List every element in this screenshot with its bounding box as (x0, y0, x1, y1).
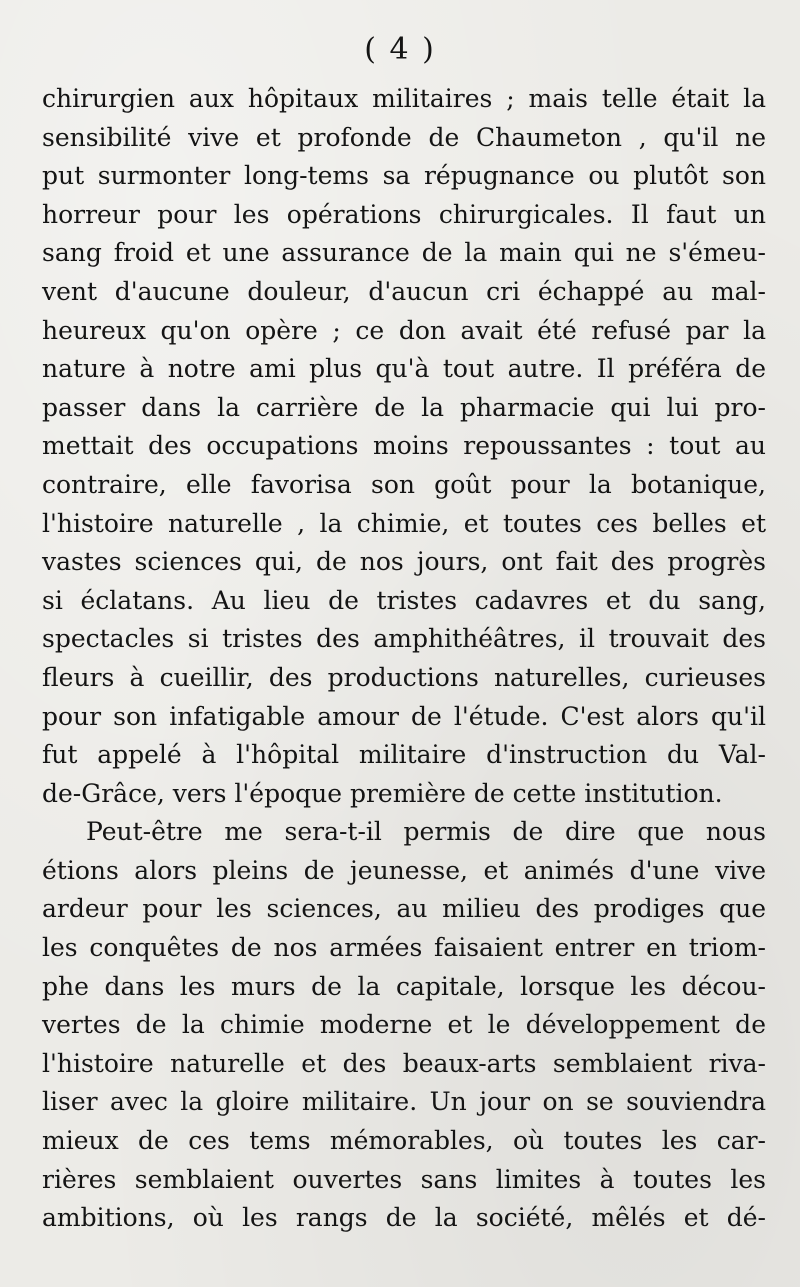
text-line: ambitions, où les rangs de la société, mêlés et dé- (42, 1203, 766, 1233)
text-line: spectacles si tristes des amphithéâtres, il trouvait des (42, 624, 766, 654)
text-line: pour son infatigable amour de l'étude. C'est alors qu'il (42, 701, 766, 731)
text-line: rières semblaient ouvertes sans limites à toutes les (42, 1164, 766, 1194)
text-line: sang froid et une assurance de la main qui ne s'émeu- (42, 238, 766, 268)
text-line: put surmonter long-tems sa répugnance ou plutôt son (42, 161, 766, 191)
text-line: chirurgien aux hôpitaux militaires ; mais telle était la (42, 84, 766, 113)
text-line: liser avec la gloire militaire. Un jour on se souviendra (42, 1087, 766, 1117)
text-line: phe dans les murs de la capitale, lorsque les décou- (42, 971, 766, 1001)
body-text (42, 80, 766, 1238)
page-number: ( 4 ) (364, 32, 436, 67)
text-line: mettait des occupations moins repoussantes : tout au (42, 431, 766, 461)
text-line: vent d'aucune douleur, d'aucun cri échappé au mal- (42, 276, 766, 306)
text-line: fleurs à cueillir, des productions naturelles, curieuses (42, 662, 766, 692)
text-line: sensibilité vive et profonde de Chaumeton , qu'il ne (42, 122, 766, 152)
text-line: étions alors pleins de jeunesse, et animés d'une vive (42, 855, 766, 885)
text-line-paragraph-end: de-Grâce, vers l'époque première de cette institution. (42, 778, 723, 808)
text-line: contraire, elle favorisa son goût pour la botanique, (42, 469, 766, 499)
text-line: les conquêtes de nos armées faisaient entrer en triom- (42, 933, 766, 963)
text-line: heureux qu'on opère ; ce don avait été refusé par la (42, 315, 766, 345)
text-line: ardeur pour les sciences, au milieu des prodiges que (42, 894, 766, 924)
text-line-paragraph-start: Peut-être me sera-t-il permis de dire que nous (86, 817, 766, 847)
text-line: l'histoire naturelle et des beaux-arts semblaient riva- (42, 1048, 766, 1078)
text-line: fut appelé à l'hôpital militaire d'instruction du Val- (42, 740, 766, 770)
text-line: passer dans la carrière de la pharmacie qui lui pro- (42, 392, 766, 422)
text-line: vastes sciences qui, de nos jours, ont fait des progrès (42, 547, 766, 577)
text-line: horreur pour les opérations chirurgicales. Il faut un (42, 199, 766, 229)
text-line: nature à notre ami plus qu'à tout autre. Il préféra de (42, 354, 766, 384)
text-line: l'histoire naturelle , la chimie, et toutes ces belles et (42, 508, 766, 538)
text-line: si éclatans. Au lieu de tristes cadavres et du sang, (42, 585, 766, 615)
text-line: mieux de ces tems mémorables, où toutes les car- (42, 1126, 766, 1156)
text-line: vertes de la chimie moderne et le développement de (42, 1010, 766, 1040)
